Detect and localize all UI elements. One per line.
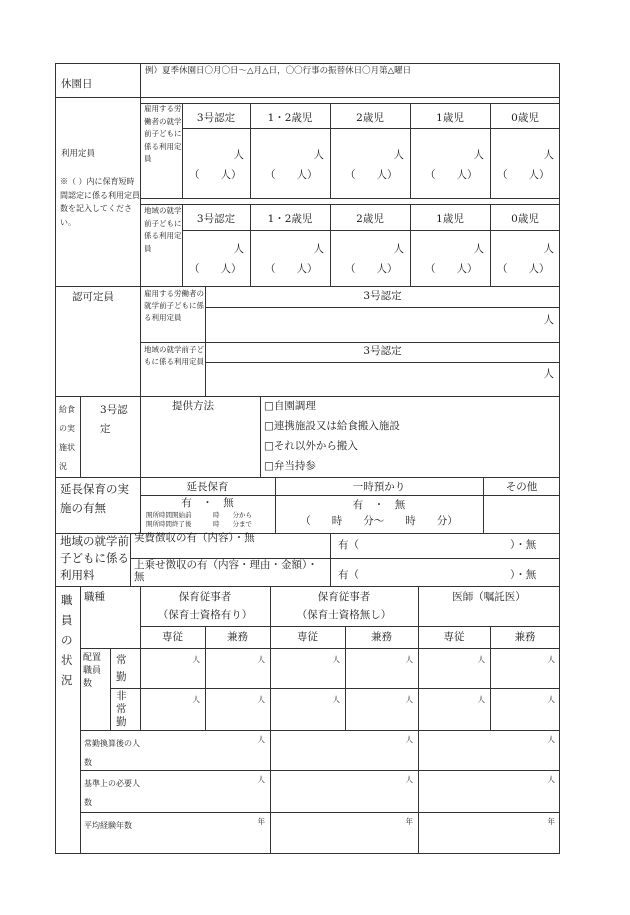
fees-actual-cost: 実費徴収の有（内容）・無 <box>134 532 255 544</box>
fees-none[interactable]: ）・無 <box>510 539 537 551</box>
rule <box>182 128 560 129</box>
rule <box>140 63 141 396</box>
capacity-header: 1歳児 <box>436 112 464 124</box>
extended-start-label: 開所時間開始前 <box>146 511 192 519</box>
capacity-short-time: （ 人） <box>265 169 318 181</box>
staff-unit: 人 <box>332 695 340 704</box>
staff-unqualified-note: （保育士資格無し） <box>296 609 392 621</box>
capacity-unit: 人 <box>313 149 324 161</box>
staff-unit: 人 <box>477 655 485 664</box>
staff-avg-years: 平均経験年数 <box>84 821 132 830</box>
staff-part: 兼務 <box>514 631 536 643</box>
rule <box>205 286 206 396</box>
capacity-unit: 人 <box>473 243 484 255</box>
rule <box>140 198 560 199</box>
capacity-header: 0歳児 <box>511 112 539 124</box>
staff-unit: 人 <box>405 775 413 784</box>
extended-yesno[interactable]: 有 ・ 無 <box>181 497 234 509</box>
staff-unqualified: 保育従事者 <box>317 591 371 603</box>
extended-col-extended: 延長保育 <box>186 481 229 493</box>
capacity-short-time: （ 人） <box>345 263 398 275</box>
staff-regular: 常勤 <box>116 654 127 683</box>
rule <box>55 586 560 587</box>
staff-unit: 人 <box>547 735 555 744</box>
rule <box>140 103 560 104</box>
meal-option[interactable]: □それ以外から搬入 <box>264 440 358 452</box>
capacity-sub-local: 地域の就学前子どもに係る利用定員 <box>144 206 182 253</box>
capacity-short-time: （ 人） <box>497 169 550 181</box>
capacity-unit: 人 <box>543 243 554 255</box>
staff-unit: 人 <box>192 695 200 704</box>
capacity-header: 3号認定 <box>196 112 236 124</box>
capacity-unit: 人 <box>233 243 244 255</box>
rule <box>55 97 560 98</box>
rule <box>205 362 560 363</box>
capacity-short-time: （ 人） <box>189 263 242 275</box>
rule <box>80 770 560 771</box>
rule <box>55 286 560 287</box>
fees-has[interactable]: 有（ <box>338 569 359 581</box>
capacity-short-time: （ 人） <box>425 169 478 181</box>
capacity-unit: 人 <box>393 149 404 161</box>
capacity-header: 0歳児 <box>511 213 539 225</box>
meal-option[interactable]: □弁当持参 <box>264 460 316 472</box>
capacity-header: 1・2歳児 <box>267 213 313 225</box>
rule <box>140 495 560 496</box>
capacity-short-time: （ 人） <box>425 263 478 275</box>
capacity-unit: 人 <box>393 243 404 255</box>
extended-label: 延長保育の実施の有無 <box>60 482 129 515</box>
staff-unit: 人 <box>332 655 340 664</box>
fees-none[interactable]: ）・無 <box>510 569 537 581</box>
staff-unit: 人 <box>547 695 555 704</box>
meal-option[interactable]: □連携施設又は給食搬入施設 <box>264 420 400 432</box>
extended-col-other: その他 <box>505 481 538 493</box>
approved-cert: 3号認定 <box>363 290 402 302</box>
staff-doctor: 医師（嘱託医） <box>452 591 526 603</box>
rule <box>205 307 560 308</box>
capacity-label: 利用定員 <box>61 149 96 159</box>
rule <box>182 230 560 231</box>
holidays-example: 例）夏季休園日〇月〇日～△月△日，〇〇行事の振替休日〇月第△曜日 <box>145 66 412 76</box>
rule <box>80 730 560 731</box>
capacity-short-time: （ 人） <box>265 263 318 275</box>
rule <box>418 586 419 854</box>
staff-unit: 人 <box>257 695 265 704</box>
meal-method-label: 提供方法 <box>172 400 214 412</box>
staff-year-unit: 年 <box>405 817 413 826</box>
rule <box>55 396 560 397</box>
staff-full: 専従 <box>443 631 465 643</box>
approved-unit: 人 <box>543 368 554 380</box>
staff-nonregular: 非常勤 <box>116 690 127 728</box>
rule <box>140 342 560 343</box>
extended-end-value[interactable]: 時 分まで <box>213 520 252 528</box>
staff-unit: 人 <box>547 775 555 784</box>
fees-label: 地域の就学前子どもに係る利用料 <box>60 534 129 582</box>
staff-qualified-note: （保育士資格有り） <box>157 609 253 621</box>
staff-year-unit: 年 <box>547 817 555 826</box>
staff-required: 基準上の必要人数 <box>84 779 140 807</box>
meal-label: 給食の実施状況 <box>59 405 75 471</box>
extended-start-value[interactable]: 時 分から <box>213 511 252 519</box>
rule <box>140 396 141 477</box>
rule <box>140 626 560 627</box>
temporary-yesno[interactable]: 有 ・ 無 <box>352 499 406 511</box>
capacity-short-time: （ 人） <box>497 263 550 275</box>
meal-cert: 3号認定 <box>100 404 128 435</box>
capacity-unit: 人 <box>473 149 484 161</box>
staff-unit: 人 <box>477 695 485 704</box>
approved-unit: 人 <box>543 314 554 326</box>
fees-surcharge: 上乗せ徴収の有（内容・理由・金額）・無 <box>134 559 318 583</box>
rule <box>330 533 331 586</box>
rule <box>80 396 81 477</box>
capacity-header: 2歳児 <box>356 112 384 124</box>
rule <box>110 688 560 689</box>
staff-unit: 人 <box>547 655 555 664</box>
staff-type-label: 職種 <box>84 591 105 603</box>
capacity-header: 2歳児 <box>356 213 384 225</box>
capacity-unit: 人 <box>313 243 324 255</box>
extended-col-temporary: 一時預かり <box>352 481 406 493</box>
rule <box>80 648 560 649</box>
staff-fte: 常勤換算後の人数 <box>84 739 140 767</box>
approved-sub-employee: 雇用する労働者の就学前子どもに係る利用定員 <box>144 289 204 322</box>
staff-part: 兼務 <box>227 631 248 643</box>
staff-unit: 人 <box>405 695 413 704</box>
approved-sub-local: 地域の就学前子どもに係る利用定員 <box>144 345 204 366</box>
approved-cert: 3号認定 <box>363 345 402 357</box>
meal-option[interactable]: □自園調理 <box>264 400 316 412</box>
rule <box>55 477 560 478</box>
approved-label: 認可定員 <box>72 291 114 303</box>
staff-unit: 人 <box>257 655 265 664</box>
staff-unit: 人 <box>192 655 200 664</box>
rule <box>80 812 560 813</box>
rule <box>80 586 81 854</box>
staff-unit: 人 <box>405 735 413 744</box>
capacity-unit: 人 <box>543 149 554 161</box>
rule <box>260 396 261 477</box>
staff-label: 職員の状況 <box>61 593 73 687</box>
capacity-short-time: （ 人） <box>189 169 242 181</box>
rule <box>140 204 560 205</box>
capacity-sub-employee: 雇用する労働者の就学前子どもに係る利用定員 <box>144 104 182 163</box>
staff-year-unit: 年 <box>257 817 265 826</box>
staff-part: 兼務 <box>371 631 392 643</box>
capacity-header: 1・2歳児 <box>267 112 313 124</box>
extended-end-label: 開所時間終了後 <box>146 520 192 528</box>
staff-full: 専従 <box>162 631 183 643</box>
capacity-short-time: （ 人） <box>345 169 398 181</box>
rule <box>270 586 271 854</box>
capacity-header: 3号認定 <box>196 213 236 225</box>
staff-qualified: 保育従事者 <box>178 591 232 603</box>
staff-unit: 人 <box>257 735 265 744</box>
capacity-header: 1歳児 <box>436 213 464 225</box>
staff-unit: 人 <box>257 775 265 784</box>
staff-assigned: 配置職員数 <box>83 653 102 689</box>
staff-unit: 人 <box>405 655 413 664</box>
rule <box>110 648 111 730</box>
holidays-label: 休園日 <box>61 78 93 90</box>
capacity-unit: 人 <box>233 149 244 161</box>
staff-full: 専従 <box>297 631 318 643</box>
temporary-time[interactable]: （ 時 分～ 時 分） <box>300 515 458 527</box>
capacity-note: ※（ ）内に保育短時間認定に係る利用定員数を記入してください。 <box>60 177 140 227</box>
fees-has[interactable]: 有（ <box>338 539 359 551</box>
